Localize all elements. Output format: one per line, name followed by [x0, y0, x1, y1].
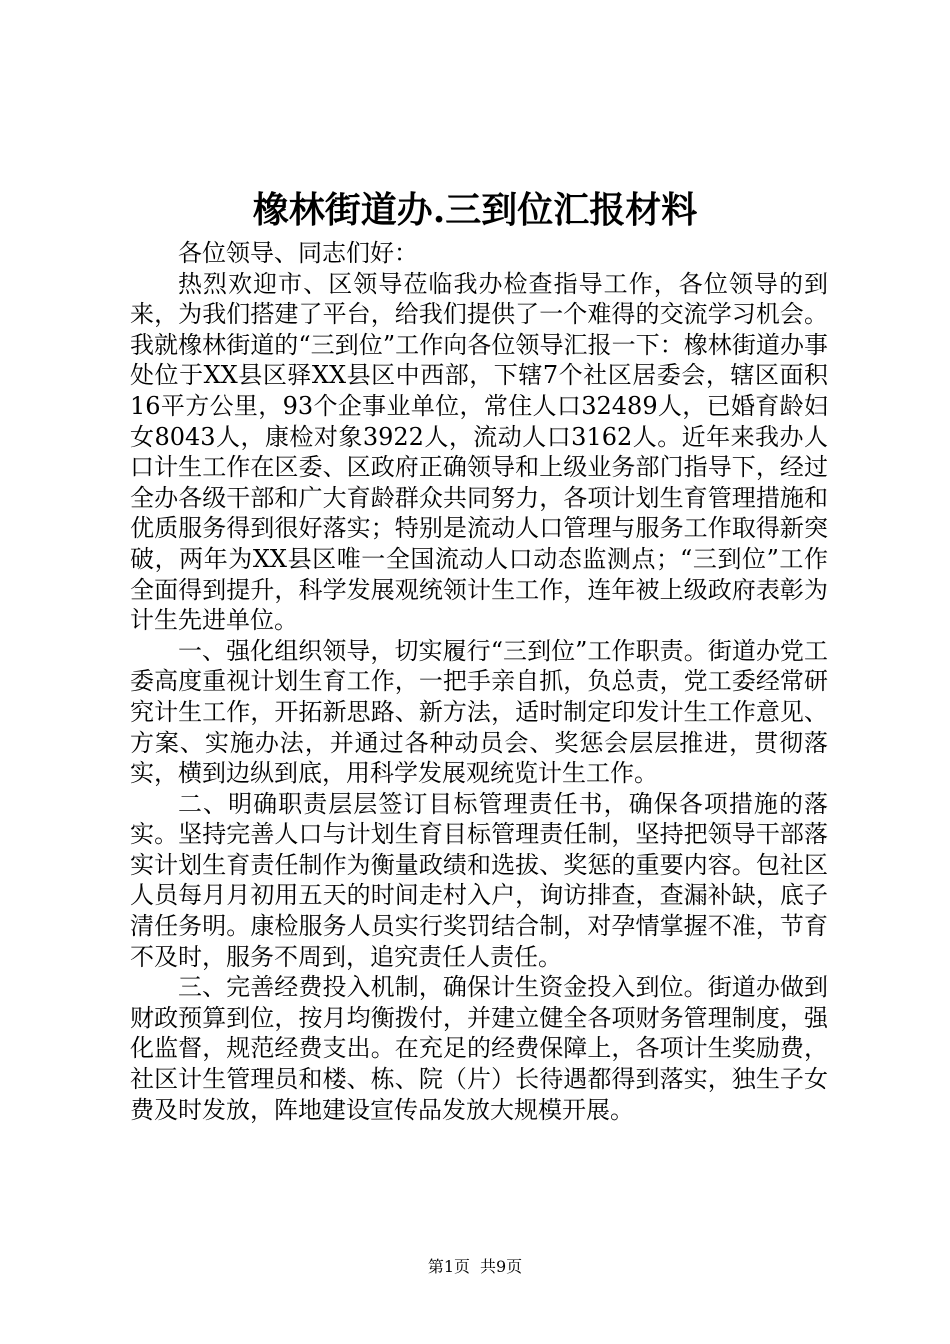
document-title: 橡林街道办.三到位汇报材料 — [252, 189, 698, 231]
paragraph-section-2: 二、明确职责层层签订目标管理责任书，确保各项措施的落实。坚持完善人口与计划生育目标管理责任制，坚持把领导干部落实计划生育责任制作为衡量政绩和选拔、奖惩的重要内容。包社区人员每月月初用五天的时间走村入户，询访排查，查漏补缺，底子清任务明。康检服务人员实行奖罚结合制，对孕情掌握不准，节育不及时，服务不周到，追究责任人责任。 — [130, 789, 828, 971]
page-number: 第1页 — [427, 1257, 470, 1276]
page-total: 共9页 — [480, 1257, 523, 1276]
paragraph-section-1: 一、强化组织领导，切实履行“三到位”工作职责。街道办党工委高度重视计划生育工作，一把手亲自抓，负总责，党工委经常研究计生工作，开拓新思路、新方法，适时制定印发计生工作意见、方案、实施办法，并通过各种动员会、奖惩会层层推进，贯彻落实，横到边纵到底，用科学发展观统览计生工作。 — [130, 636, 828, 788]
page-footer — [0, 1257, 950, 1277]
paragraph-greeting: 各位领导、同志们好： — [178, 239, 418, 267]
document-body — [130, 238, 828, 1125]
paragraph-section-3: 三、完善经费投入机制，确保计生资金投入到位。街道办做到财政预算到位，按月均衡拨付，并建立健全各项财务管理制度，强化监督，规范经费支出。在充足的经费保障上，各项计生奖励费，社区计生管理员和楼、栋、院（片）长待遇都得到落实，独生子女费及时发放，阵地建设宣传品发放大规模开展。 — [130, 973, 828, 1124]
paragraph-introduction: 热烈欢迎市、区领导莅临我办检查指导工作，各位领导的到来，为我们搭建了平台，给我们提供了一个难得的交流学习机会。我就橡林街道的“三到位”工作向各位领导汇报一下：橡林街道办事处位于XX县区驿XX县区中西部，下辖7个社区居委会，辖区面积16平方公里，93个企事业单位，常住人口32489人，已婚育龄妇女8043人，康检对象3922人，流动人口3162人。近年来我办人口计生工作在区委、区政府正确领导和上级业务部门指导下，经过全办各级干部和广大育龄群众共同努力，各项计划生育管理措施和优质服务得到很好落实；特别是流动人口管理与服务工作取得新突破，两年为XX县区唯一全国流动人口动态监测点；“三到位”工作全面得到提升，科学发展观统领计生工作，连年被上级政府表彰为计生先进单位。 — [130, 269, 828, 635]
